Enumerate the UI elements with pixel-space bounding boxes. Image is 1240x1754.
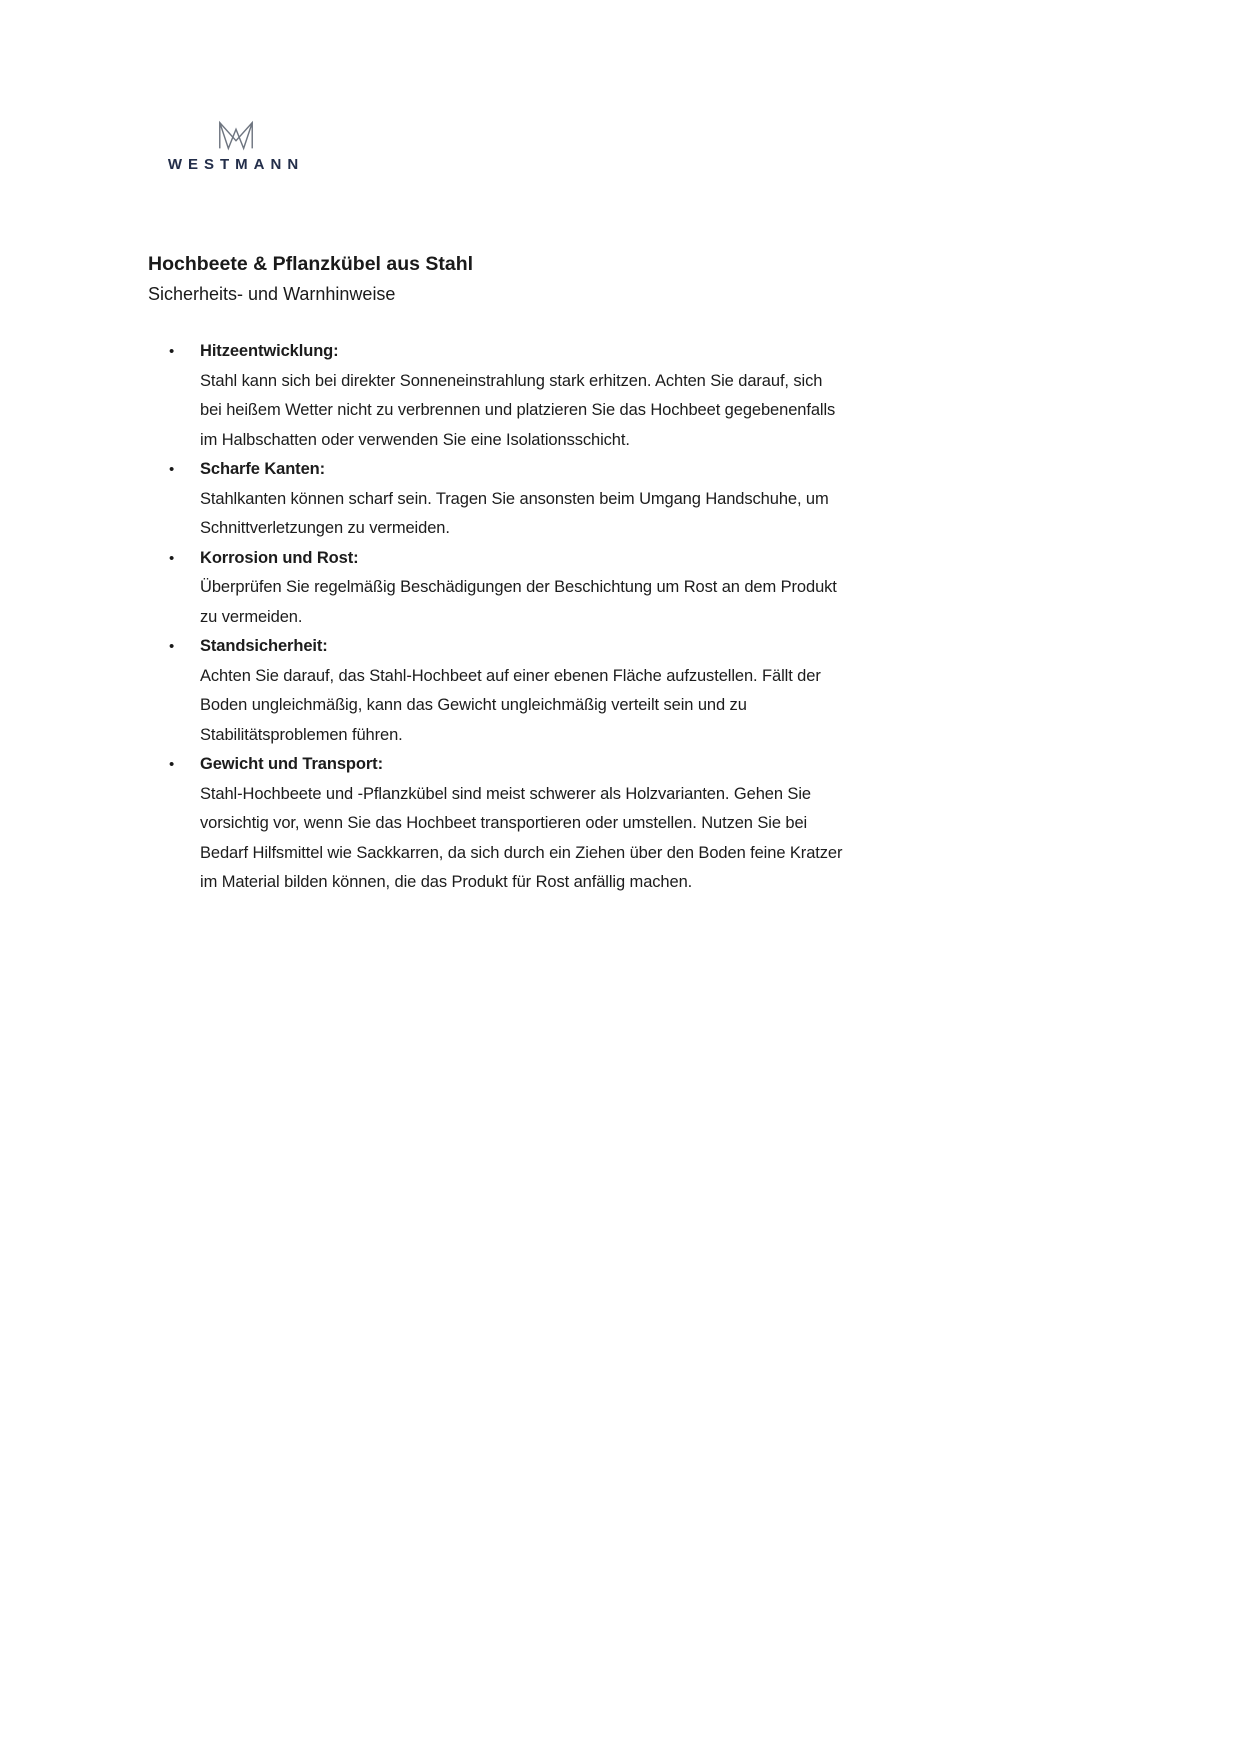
warning-list xyxy=(148,337,1028,898)
list-item-title: Hitzeentwicklung: xyxy=(200,342,339,360)
westmann-logo xyxy=(157,118,315,173)
list-item-text-line: Achten Sie darauf, das Stahl-Hochbeet auf einer ebenen Fläche aufzustellen. Fällt der xyxy=(200,666,821,685)
list-item xyxy=(148,632,1028,750)
list-item-content xyxy=(200,632,1028,750)
list-item-text-line: Boden ungleichmäßig, kann das Gewicht ungleichmäßig verteilt sein und zu xyxy=(200,696,747,714)
list-item-title: Scharfe Kanten: xyxy=(200,460,326,478)
list-item-text-line: Stahl kann sich bei direkter Sonneneinstrahlung stark erhitzen. Achten Sie darauf, sich xyxy=(200,371,823,390)
page-title: Hochbeete & Pflanzkübel aus Stahl xyxy=(148,253,474,275)
bullet-icon: • xyxy=(169,638,175,655)
list-item-text-line: Überprüfen Sie regelmäßig Beschädigungen der Beschichtung um Rost an dem Produkt xyxy=(200,578,837,596)
list-item-text-line: im Material bilden können, die das Produkt für Rost anfällig machen. xyxy=(200,873,693,891)
list-item xyxy=(148,455,1028,544)
list-item-text-line: Stahl-Hochbeete und -Pflanzkübel sind meist schwerer als Holzvarianten. Gehen Sie xyxy=(200,784,811,803)
brand-name: WESTMANN xyxy=(167,156,305,173)
westmann-monogram-icon xyxy=(215,118,257,152)
bullet-icon: • xyxy=(169,549,175,567)
bullet-icon: • xyxy=(169,461,175,478)
list-item xyxy=(148,544,1028,633)
list-item-text-line: zu vermeiden. xyxy=(200,607,303,626)
list-item-content xyxy=(200,337,1028,455)
bullet-icon: • xyxy=(169,343,175,360)
list-item xyxy=(148,337,1028,455)
list-item-text-line: bei heißem Wetter nicht zu verbrennen und platzieren Sie das Hochbeet gegebenenfalls xyxy=(200,401,836,419)
list-item-text-line: im Halbschatten oder verwenden Sie eine Isolationsschicht. xyxy=(200,430,630,449)
list-item-title: Gewicht und Transport: xyxy=(200,755,383,773)
list-item-title: Standsicherheit: xyxy=(200,637,328,655)
list-item xyxy=(148,750,1028,898)
list-item-title: Korrosion und Rost: xyxy=(200,548,359,567)
list-item-text-line: Schnittverletzungen zu vermeiden. xyxy=(200,519,450,537)
page-subtitle: Sicherheits- und Warnhinweise xyxy=(148,284,396,304)
list-item-content xyxy=(200,455,1028,544)
list-item-text-line: Stahlkanten können scharf sein. Tragen Sie ansonsten beim Umgang Handschuhe, um xyxy=(200,489,829,508)
bullet-icon: • xyxy=(169,756,175,773)
list-item-text-line: vorsichtig vor, wenn Sie das Hochbeet transportieren oder umstellen. Nutzen Sie bei xyxy=(200,814,808,832)
list-item-text-line: Stabilitätsproblemen führen. xyxy=(200,725,403,744)
list-item-text-line: Bedarf Hilfsmittel wie Sackkarren, da sich durch ein Ziehen über den Boden feine Kratzer xyxy=(200,843,843,862)
document-content xyxy=(148,249,1028,898)
list-item-content xyxy=(200,750,1028,898)
list-item-content xyxy=(200,544,1028,633)
